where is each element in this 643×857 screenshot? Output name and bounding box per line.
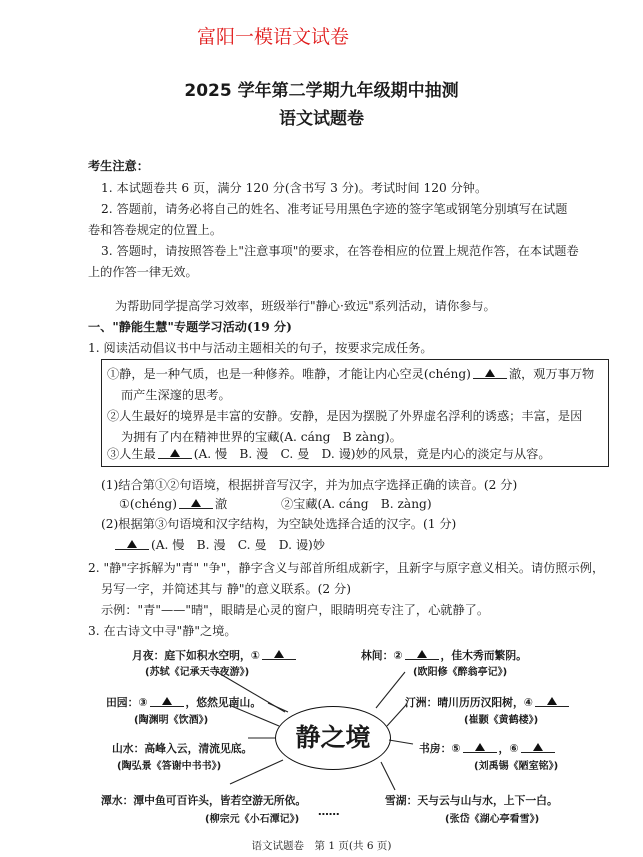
triangle-icon [162, 697, 172, 705]
sub1-answer-a: ①(chéng) 澈 [119, 497, 228, 511]
notice-item: 上的作答一律无效。 [88, 265, 198, 279]
diagram-pond: 潭水：潭中鱼可百许头，皆若空游无所依。 [101, 794, 307, 807]
notice-item: 3. 答题时，请按照答卷上"注意事项"的要求，在答卷相应的位置上规范作答，在本试题卷 [101, 244, 579, 258]
notice-item: 2. 答题前，请务必将自己的姓名、准考证号用黑色字迹的签字笔或钢笔分别填写在试题 [101, 202, 568, 216]
diagram-river-source: (崔颢《黄鹤楼》) [464, 715, 539, 726]
triangle-icon [274, 650, 284, 658]
question-1-sub1: (1)结合第①②句语境，根据拼音写汉字，并为加点字选择正确的读音。(2 分) [101, 478, 518, 492]
triangle-icon [547, 697, 557, 705]
notice-item: 卷和答卷规定的位置上。 [88, 223, 223, 237]
notice-heading: 考生注意： [88, 159, 149, 173]
box-line: ①静，是一种气质，也是一种修养。唯静，才能让内心空灵(chéng) 澈，观万事万物 [107, 367, 595, 381]
answer-blank[interactable] [405, 648, 439, 660]
page-footer: 语文试题卷 第 1 页(共 6 页) [251, 840, 392, 852]
answer-blank[interactable] [521, 741, 555, 753]
diagram-study: 书房：⑤ ，⑥ [419, 741, 557, 756]
diagram-ellipsis: …… [318, 805, 340, 818]
answer-blank[interactable] [535, 695, 569, 707]
intro-text: 为帮助同学提高学习效率，班级举行"静心·致远"系列活动，请你参与。 [115, 299, 496, 313]
diagram-pond-source: (柳宗元《小石潭记》) [205, 814, 300, 825]
exam-subtitle: 语文试题卷 [279, 109, 364, 129]
question-1-stem: 1. 阅读活动倡议书中与活动主题相关的句子，按要求完成任务。 [88, 341, 433, 355]
diagram-moon: 月夜：庭下如积水空明，① [132, 648, 298, 663]
triangle-icon [417, 650, 427, 658]
notice-item: 1. 本试题卷共 6 页，满分 120 分(含书写 3 分)。考试时间 120 分钟。 [101, 181, 488, 195]
diagram-forest: 林间：② ，佳木秀而繁阴。 [361, 649, 527, 662]
diagram-forest-source: (欧阳修《醉翁亭记》) [413, 667, 508, 678]
diagram-field-source: (陶渊明《饮酒》) [134, 715, 209, 726]
diagram-snow-source: (张岱《湖心亭看雪》) [445, 814, 540, 825]
question-3-stem: 3. 在古诗文中寻"静"之境。 [88, 624, 237, 638]
watermark-title: 富阳一模语文试卷 [197, 26, 350, 48]
diagram-field: 田园：③ ，悠然见南山。 [106, 696, 262, 709]
answer-blank[interactable] [463, 741, 497, 753]
question-2-example: 示例："青"——"晴"，眼睛是心灵的窗户，眼睛明亮专注了，心就静了。 [101, 603, 490, 617]
diagram-moon-source: (苏轼《记承天寺夜游》) [145, 667, 250, 678]
section-heading: 一、"静能生慧"专题学习活动(19 分) [88, 320, 292, 334]
sub2-answer: (A. 慢 B. 漫 C. 曼 D. 谩)妙 [113, 537, 325, 553]
answer-blank[interactable] [262, 648, 296, 660]
question-2-line: 另写一字，并简述其与 静"的意义联系。(2 分) [101, 582, 351, 596]
triangle-icon [475, 743, 485, 751]
answer-blank[interactable] [150, 695, 184, 707]
sub1-answer-b: ②宝藏(A. cáng B. zàng) [281, 497, 432, 511]
box-line: 而产生深邃的思考。 [121, 388, 231, 402]
box-line: 为拥有了内在精神世界的宝藏(A. cáng B zàng)。 [121, 430, 402, 444]
question-1-sub2: (2)根据第③句语境和汉字结构，为空缺处选择合适的汉字。(1 分) [101, 517, 457, 531]
question-2-line: 2. "静"字拆解为"青" "争"，静字含义与部首所组成新字，且新字与原字意义相关。请仿照示例， [88, 561, 605, 575]
box-line: ③人生最 (A. 慢 B. 漫 C. 曼 D. 谩)妙的风景，竟是内心的淡定与从容。 [107, 447, 551, 461]
diagram-snow: 雪湖：天与云与山与水，上下一白。 [385, 794, 558, 807]
triangle-icon [533, 743, 543, 751]
diagram-river: 汀洲：晴川历历汉阳树，④ [405, 695, 571, 710]
diagram-study-source: (刘禹锡《陋室铭》) [474, 761, 559, 772]
diagram-mountain: 山水：高峰入云，清流见底。 [112, 742, 253, 755]
exam-title: 2025 学年第二学期九年级期中抽测 [184, 81, 459, 101]
diagram-mountain-source: (陶弘景《答谢中书书》) [117, 761, 222, 772]
center-oval-label: 静之境 [275, 706, 391, 770]
box-line: ②人生最好的境界是丰富的安静。安静，是因为摆脱了外界虚名浮利的诱惑；丰富，是因 [107, 409, 583, 423]
